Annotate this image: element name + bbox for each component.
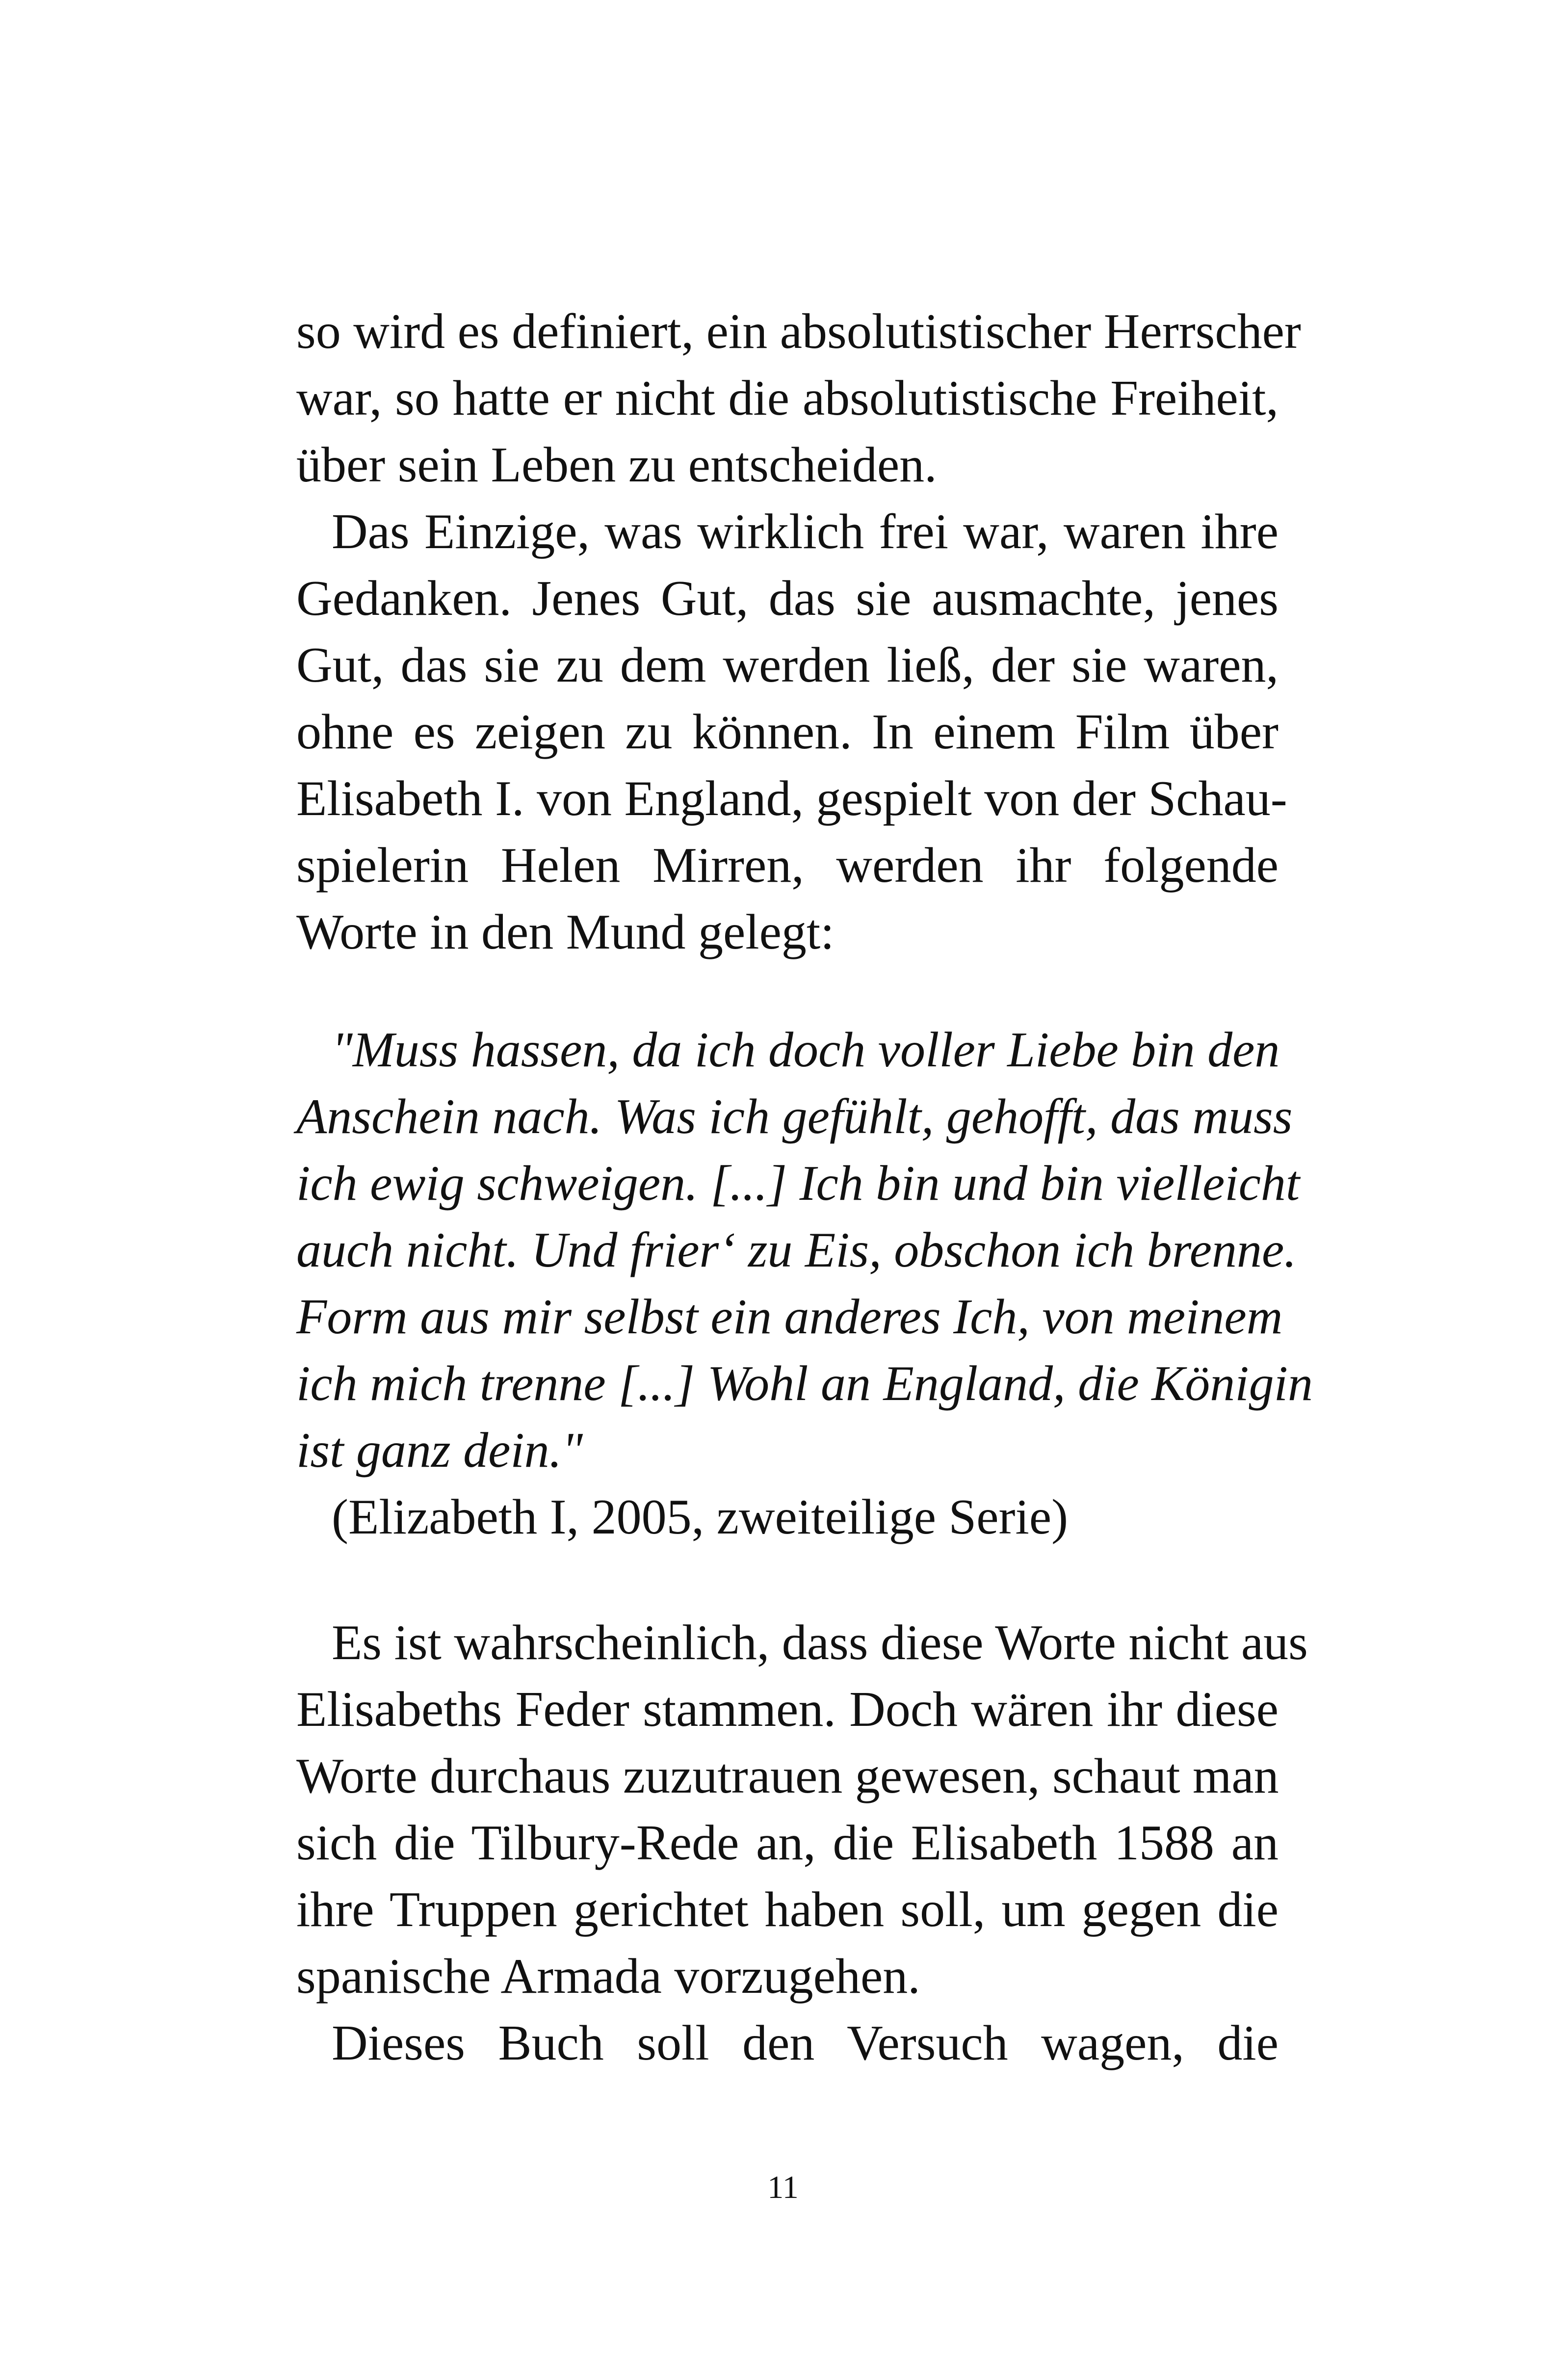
quote-line: ich mich trenne [...] Wohl an England, die Königin: [296, 1356, 1313, 1411]
body-line: ihre Truppen gerichtet haben soll, um gegen die: [296, 1882, 1279, 1937]
body-line: war, so hatte er nicht die absolutistische Freiheit,: [296, 370, 1279, 426]
body-line: Es ist wahrscheinlich, dass diese Worte nicht aus: [332, 1615, 1308, 1670]
body-line: Dieses Buch soll den Versuch wagen, die: [332, 2015, 1279, 2071]
body-line: so wird es definiert, ein absolutistischer Herrscher: [296, 304, 1301, 359]
body-line: Das Einzige, was wirklich frei war, waren ihre: [332, 504, 1279, 559]
quote-line: "Muss hassen, da ich doch voller Liebe bin den: [332, 1022, 1280, 1078]
quote-line: Anschein nach. Was ich gefühlt, gehofft, das muss: [296, 1089, 1293, 1144]
body-line: Worte durchaus zuzutrauen gewesen, schaut man: [296, 1748, 1279, 1804]
page-number: 11: [767, 2169, 799, 2205]
body-line: Gedanken. Jenes Gut, das sie ausmachte, jenes: [296, 571, 1279, 626]
body-line: Elisabeths Feder stammen. Doch wären ihr diese: [296, 1682, 1279, 1737]
body-line: Gut, das sie zu dem werden ließ, der sie waren,: [296, 637, 1279, 693]
body-line: spielerin Helen Mirren, werden ihr folgende: [296, 838, 1279, 893]
quote-line: Form aus mir selbst ein anderes Ich, von meinem: [296, 1289, 1283, 1345]
body-line: Elisabeth I. von England, gespielt von der Schau-: [296, 771, 1287, 826]
quote-line: auch nicht. Und frier‘ zu Eis, obschon ich brenne.: [296, 1222, 1297, 1278]
body-line: über sein Leben zu entscheiden.: [296, 437, 937, 493]
quote-line: ist ganz dein.": [296, 1423, 583, 1478]
body-line: sich die Tilbury-Rede an, die Elisabeth 1588 an: [296, 1815, 1279, 1871]
body-line: spanische Armada vorzugehen.: [296, 1949, 920, 2004]
quote-line: ich ewig schweigen. [...] Ich bin und bin vielleicht: [296, 1156, 1300, 1211]
body-line: ohne es zeigen zu können. In einem Film über: [296, 704, 1279, 760]
body-line: Worte in den Mund gelegt:: [296, 904, 835, 960]
quote-source: (Elizabeth I, 2005, zweiteilige Serie): [332, 1489, 1069, 1545]
